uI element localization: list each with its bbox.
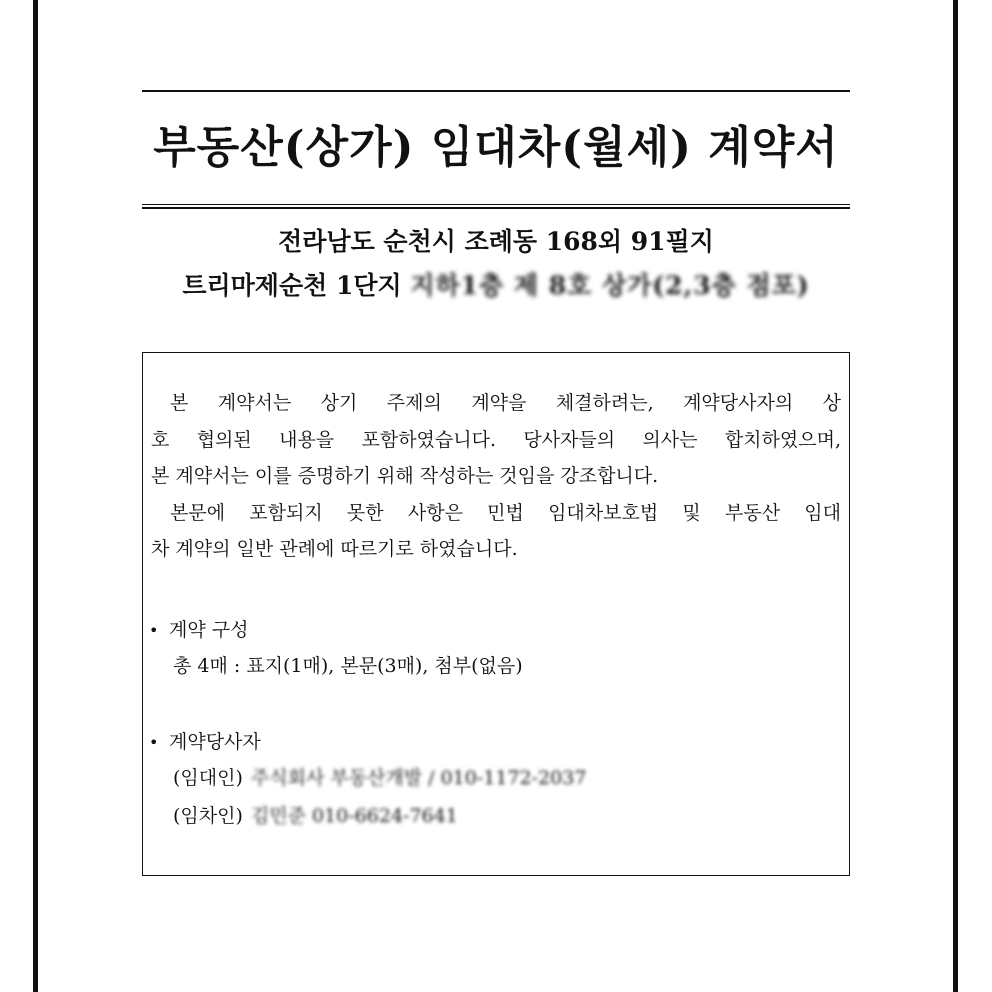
unit-line-prefix: 트리마제순천 1단지	[182, 271, 402, 300]
landlord-value: 주식회사 부동산개발 / 010-1172-2037	[250, 767, 587, 789]
contract-summary-box	[142, 352, 850, 876]
document-title: 부동산(상가) 임대차(월세) 계약서	[153, 122, 839, 173]
intro-line-4: 본문에 포함되지 못한 사항은 민법 임대차보호법 및 부동산 임대	[170, 501, 841, 524]
parties-heading	[149, 727, 261, 758]
composition-heading-label: 계약 구성	[169, 619, 249, 641]
title-rule-bottom	[142, 204, 850, 209]
bullet-icon: •	[149, 733, 159, 752]
unit-line-redacted: 지하1층 제 8호 상가(2,3층 점포)	[410, 271, 810, 300]
composition-heading	[149, 615, 248, 646]
intro-paragraph	[151, 385, 841, 568]
property-address: 전라남도 순천시 조례동 168외 91필지	[278, 227, 714, 256]
bullet-icon: •	[149, 621, 159, 640]
title-rule-top	[142, 90, 850, 92]
tenant-label: (임차인)	[173, 805, 243, 827]
property-unit	[142, 266, 850, 306]
intro-line-3: 본 계약서는 이를 증명하기 위해 작성하는 것임을 강조합니다.	[151, 465, 659, 487]
intro-line-1: 본 계약서는 상기 주제의 계약을 체결하려는, 계약당사자의 상	[170, 392, 841, 414]
composition-body: 총 4매 : 표지(1매), 본문(3매), 첨부(없음)	[173, 655, 523, 677]
tenant-value: 김민준 010-6624-7641	[250, 805, 458, 827]
parties-heading-label: 계약당사자	[169, 731, 261, 753]
page-border-right	[953, 0, 958, 992]
tenant-line	[173, 801, 458, 831]
landlord-line	[173, 763, 586, 793]
landlord-label: (임대인)	[173, 767, 243, 789]
page-border-left	[33, 0, 38, 992]
intro-line-5: 차 계약의 일반 관례에 따르기로 하였습니다.	[151, 538, 518, 560]
intro-line-2: 호 협의된 내용을 포함하였습니다. 당사자들의 의사는 합치하였으며,	[151, 428, 841, 451]
